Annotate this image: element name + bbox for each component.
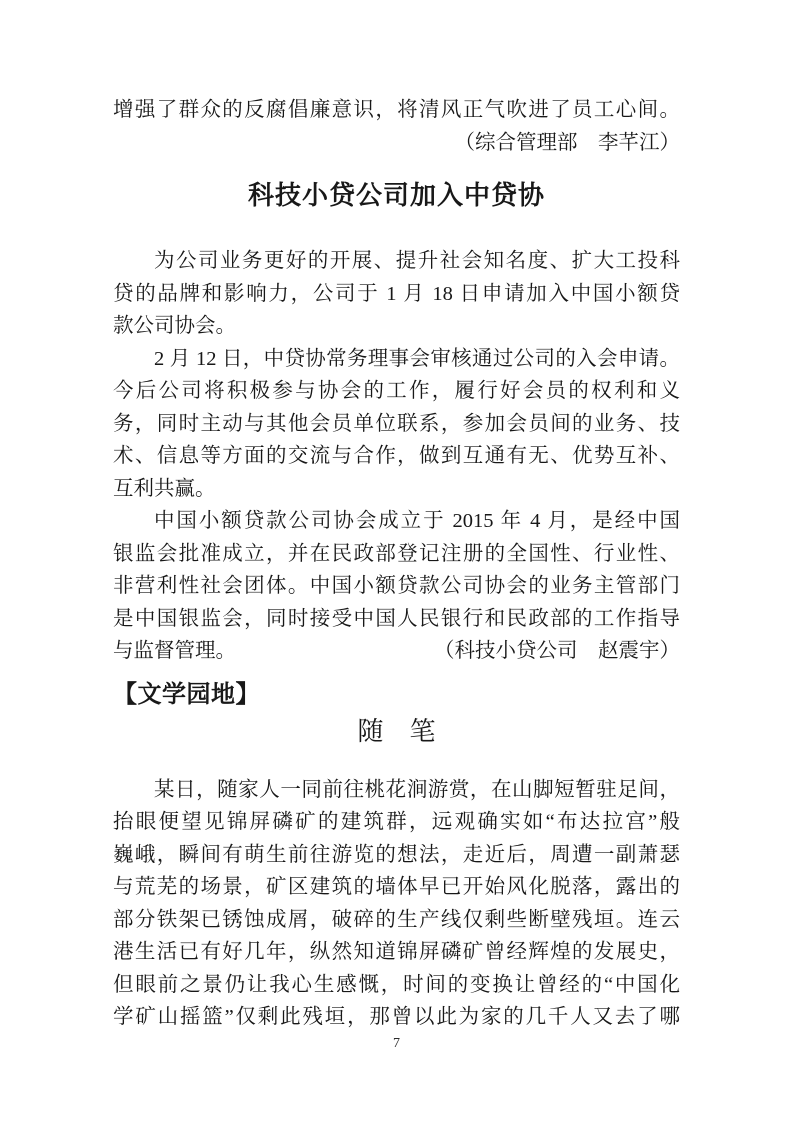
text-line: 非营利性社会团体。中国小额贷款公司协会的业务主管部门	[113, 575, 680, 597]
essay-paragraph	[113, 774, 680, 1034]
text-line: 2 月 12 日，中贷协常务理事会审核通过公司的入会申请。	[154, 347, 680, 370]
text-line: 务，同时主动与其他会员单位联系，参加会员间的业务、技	[113, 412, 680, 435]
text-line: 今后公司将积极参与协会的工作，履行好会员的权利和义	[113, 380, 680, 402]
text-line: 互利共赢。	[113, 477, 216, 500]
text-line: 与荒芜的场景，矿区建筑的墙体早已开始风化脱落，露出的	[113, 876, 680, 898]
paragraph-end-with-signature	[113, 635, 680, 668]
article-paragraph	[113, 505, 680, 668]
essay-title: 随 笔	[357, 715, 436, 746]
text-line: 抬眼便望见锦屏磷矿的建筑群，远观确实如“布达拉宫”般	[113, 811, 680, 833]
prev-article-last-line: 增强了群众的反腐倡廉意识，将清风正气吹进了员工心间。	[113, 99, 680, 121]
text-line: 部分铁架已锈蚀成屑，破碎的生产线仅剩些断壁残垣。连云	[113, 908, 680, 931]
text-line: 中国小额贷款公司协会成立于 2015 年 4 月，是经中国	[154, 510, 680, 532]
text-line: 款公司协会。	[113, 315, 236, 337]
text-line: 为公司业务更好的开展、提升社会知名度、扩大工投科	[154, 250, 680, 272]
text-line: 某日，随家人一同前往桃花涧游赏，在山脚短暂驻足间，	[154, 778, 680, 801]
text-line: 与监督管理。	[113, 640, 236, 662]
text-line: 是中国银监会，同时接受中国人民银行和民政部的工作指导	[113, 607, 680, 630]
article-paragraph	[113, 245, 680, 343]
section-label: 【文学园地】	[113, 681, 260, 708]
text-line: 银监会批准成立，并在民政部登记注册的全国性、行业性、	[113, 542, 680, 565]
text-line: 巍峨，瞬间有萌生前往游览的想法，走近后，周遭一副萧瑟	[113, 843, 680, 866]
text-line: 学矿山摇篮”仅剩此残垣，那曾以此为家的几千人又去了哪	[113, 1006, 680, 1028]
page-number: 7	[393, 1036, 400, 1051]
text-line: 贷的品牌和影响力，公司于 1 月 18 日申请加入中国小额贷	[113, 282, 680, 305]
author-signature: （科技小贷公司 赵震宇）	[434, 640, 680, 662]
text-line: 但眼前之景仍让我心生感慨，时间的变换让曾经的“中国化	[113, 973, 680, 996]
text-line: 术、信息等方面的交流与合作，做到互通有无、优势互补、	[113, 445, 680, 467]
article-paragraph	[113, 343, 680, 506]
text-line: 港生活已有好几年，纵然知道锦屏磷矿曾经辉煌的发展史，	[113, 941, 680, 963]
article-title: 科技小贷公司加入中贷协	[247, 180, 545, 210]
author-signature: （综合管理部 李芊江）	[454, 131, 680, 154]
